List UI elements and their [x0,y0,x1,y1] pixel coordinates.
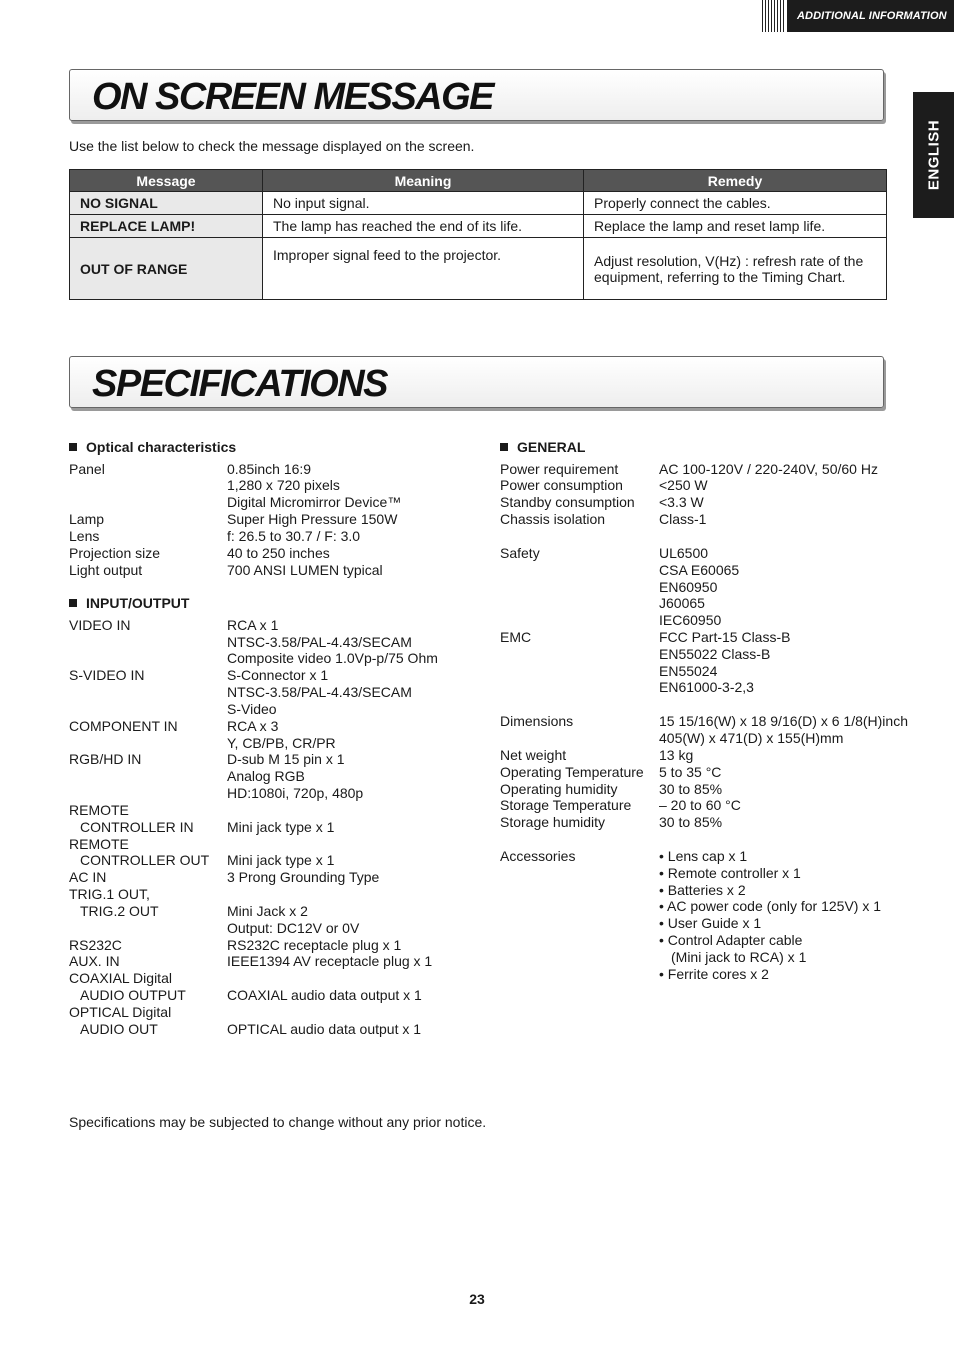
spec-value: 3 Prong Grounding Type [227,869,380,885]
spec-label: Standby consumption [500,494,635,510]
accessory-item: • Batteries x 2 [659,882,746,898]
spec-value: FCC Part-15 Class-B [659,629,791,645]
spec-label: REMOTE [69,836,129,852]
language-tab-label: ENGLISH [925,119,942,191]
spec-value: 405(W) x 471(D) x 155(H)mm [659,730,844,746]
column-header-message: Message [70,170,263,192]
spec-value: AC 100-120V / 220-240V, 50/60 Hz [659,461,878,477]
spec-label: EMC [500,629,532,645]
bullet-square-icon [69,443,77,451]
spec-value: 0.85inch 16:9 [227,461,312,477]
on-screen-message-title-box [69,69,884,121]
optical-heading [69,439,236,455]
spec-value: IEC60950 [659,612,722,628]
spec-label: Accessories [500,848,576,864]
spec-label: COMPONENT IN [69,718,178,734]
spec-label: COAXIAL Digital [69,970,172,986]
spec-label: TRIG.2 OUT [80,903,159,919]
meaning-cell: The lamp has reached the end of its life. [263,215,584,238]
spec-label: Power consumption [500,477,623,493]
spec-label: Net weight [500,747,567,763]
accessory-item: • Lens cap x 1 [659,848,748,864]
spec-value: HD:1080i, 720p, 480p [227,785,364,801]
spec-value: EN55024 [659,663,718,679]
remedy-cell: Properly connect the cables. [584,192,887,215]
accessory-item: • Remote controller x 1 [659,865,801,881]
spec-value: Super High Pressure 150W [227,511,398,527]
spec-value: OPTICAL audio data output x 1 [227,1021,422,1037]
language-tab [913,92,954,218]
spec-label: Dimensions [500,713,574,729]
accessory-item: (Mini jack to RCA) x 1 [671,949,807,965]
spec-value: S-Video [227,701,277,717]
spec-label: VIDEO IN [69,617,131,633]
spec-value: 30 to 85% [659,781,723,797]
message-cell: REPLACE LAMP! [70,215,263,238]
spec-value: Composite video 1.0Vp-p/75 Ohm [227,650,438,666]
spec-value: <3.3 W [659,494,704,510]
spec-value: 30 to 85% [659,814,723,830]
remedy-cell: Replace the lamp and reset lamp life. [584,215,887,238]
spec-label: S-VIDEO IN [69,667,145,683]
spec-label: RS232C [69,937,122,953]
io-heading [69,595,189,611]
section-badge: ADDITIONAL INFORMATION [787,0,954,32]
spec-value: – 20 to 60 °C [659,797,741,813]
spec-value: NTSC-3.58/PAL-4.43/SECAM [227,684,412,700]
table-row [70,215,887,238]
table-row [70,192,887,215]
spec-value: UL6500 [659,545,709,561]
spec-label: Storage humidity [500,814,606,830]
spec-label: Panel [69,461,105,477]
spec-value: 15 15/16(W) x 18 9/16(D) x 6 1/8(H)inch [659,713,908,729]
io-heading-text: INPUT/OUTPUT [86,595,190,611]
spec-label: Safety [500,545,540,561]
message-cell: OUT OF RANGE [70,238,263,300]
spec-value: 700 ANSI LUMEN typical [227,562,383,578]
spec-label: REMOTE [69,802,129,818]
spec-value: Class-1 [659,511,707,527]
general-heading-text: GENERAL [517,439,586,455]
spec-value: RCA x 1 [227,617,279,633]
spec-value: 5 to 35 °C [659,764,722,780]
spec-value: COAXIAL audio data output x 1 [227,987,422,1003]
spec-value: 1,280 x 720 pixels [227,477,340,493]
spec-label: AUX. IN [69,953,120,969]
message-cell: NO SIGNAL [70,192,263,215]
spec-label: Operating Temperature [500,764,644,780]
spec-value: IEEE1394 AV receptacle plug x 1 [227,953,433,969]
spec-value: S-Connector x 1 [227,667,329,683]
on-screen-intro: Use the list below to check the message displayed on the screen. [69,138,475,154]
spec-label: Storage Temperature [500,797,632,813]
spec-label: OPTICAL Digital [69,1004,172,1020]
spec-value: EN61000-3-2,3 [659,679,754,695]
spec-label: Projection size [69,545,161,561]
column-header-meaning: Meaning [263,170,584,192]
spec-value: Mini jack type x 1 [227,852,335,868]
bullet-square-icon [500,443,508,451]
spec-label: Lamp [69,511,105,527]
accessory-item: • Control Adapter cable [659,932,803,948]
spec-value: f: 26.5 to 30.7 / F: 3.0 [227,528,361,544]
spec-label: Light output [69,562,143,578]
spec-value: Mini Jack x 2 [227,903,308,919]
spec-value: 40 to 250 inches [227,545,330,561]
spec-label: Power requirement [500,461,619,477]
header-stripes-decoration [762,0,786,32]
on-screen-message-title: ON SCREEN MESSAGE [92,76,494,118]
spec-label: AC IN [69,869,107,885]
page-number: 23 [469,1291,485,1307]
spec-value: Y, CB/PB, CR/PR [227,735,336,751]
spec-value: Digital Micromirror Device™ [227,494,402,510]
spec-value: NTSC-3.58/PAL-4.43/SECAM [227,634,412,650]
accessory-item: • User Guide x 1 [659,915,762,931]
spec-value: RCA x 3 [227,718,279,734]
specifications-title: SPECIFICATIONS [92,363,387,405]
spec-label: Lens [69,528,100,544]
spec-label: TRIG.1 OUT, [69,886,150,902]
meaning-cell: Improper signal feed to the projector. [263,238,584,300]
spec-label: RGB/HD IN [69,751,142,767]
spec-label: AUDIO OUT [80,1021,158,1037]
spec-value: Analog RGB [227,768,305,784]
spec-value: J60065 [659,595,705,611]
spec-label: AUDIO OUTPUT [80,987,186,1003]
spec-label: CONTROLLER OUT [80,852,210,868]
spec-label: Operating humidity [500,781,618,797]
spec-label: Chassis isolation [500,511,606,527]
table-header-row [70,170,887,192]
spec-value: EN55022 Class-B [659,646,771,662]
spec-value: CSA E60065 [659,562,740,578]
spec-value: D-sub M 15 pin x 1 [227,751,345,767]
bullet-square-icon [69,599,77,607]
remedy-cell: Adjust resolution, V(Hz) : refresh rate of the equipment, referring to the Timing Chart. [584,238,887,300]
specifications-title-box [69,356,884,408]
spec-value: RS232C receptacle plug x 1 [227,937,402,953]
column-header-remedy: Remedy [584,170,887,192]
spec-value: EN60950 [659,579,718,595]
optical-heading-text: Optical characteristics [86,439,237,455]
general-heading [500,439,585,455]
spec-value: <250 W [659,477,708,493]
spec-value: Mini jack type x 1 [227,819,335,835]
spec-value: 13 kg [659,747,694,763]
spec-value: Output: DC12V or 0V [227,920,360,936]
spec-label: CONTROLLER IN [80,819,194,835]
message-table [69,169,887,300]
accessory-item: • AC power code (only for 125V) x 1 [659,898,882,914]
specifications-footnote: Specifications may be subjected to change without any prior notice. [69,1114,487,1130]
table-row [70,238,887,300]
accessory-item: • Ferrite cores x 2 [659,966,769,982]
meaning-cell: No input signal. [263,192,584,215]
